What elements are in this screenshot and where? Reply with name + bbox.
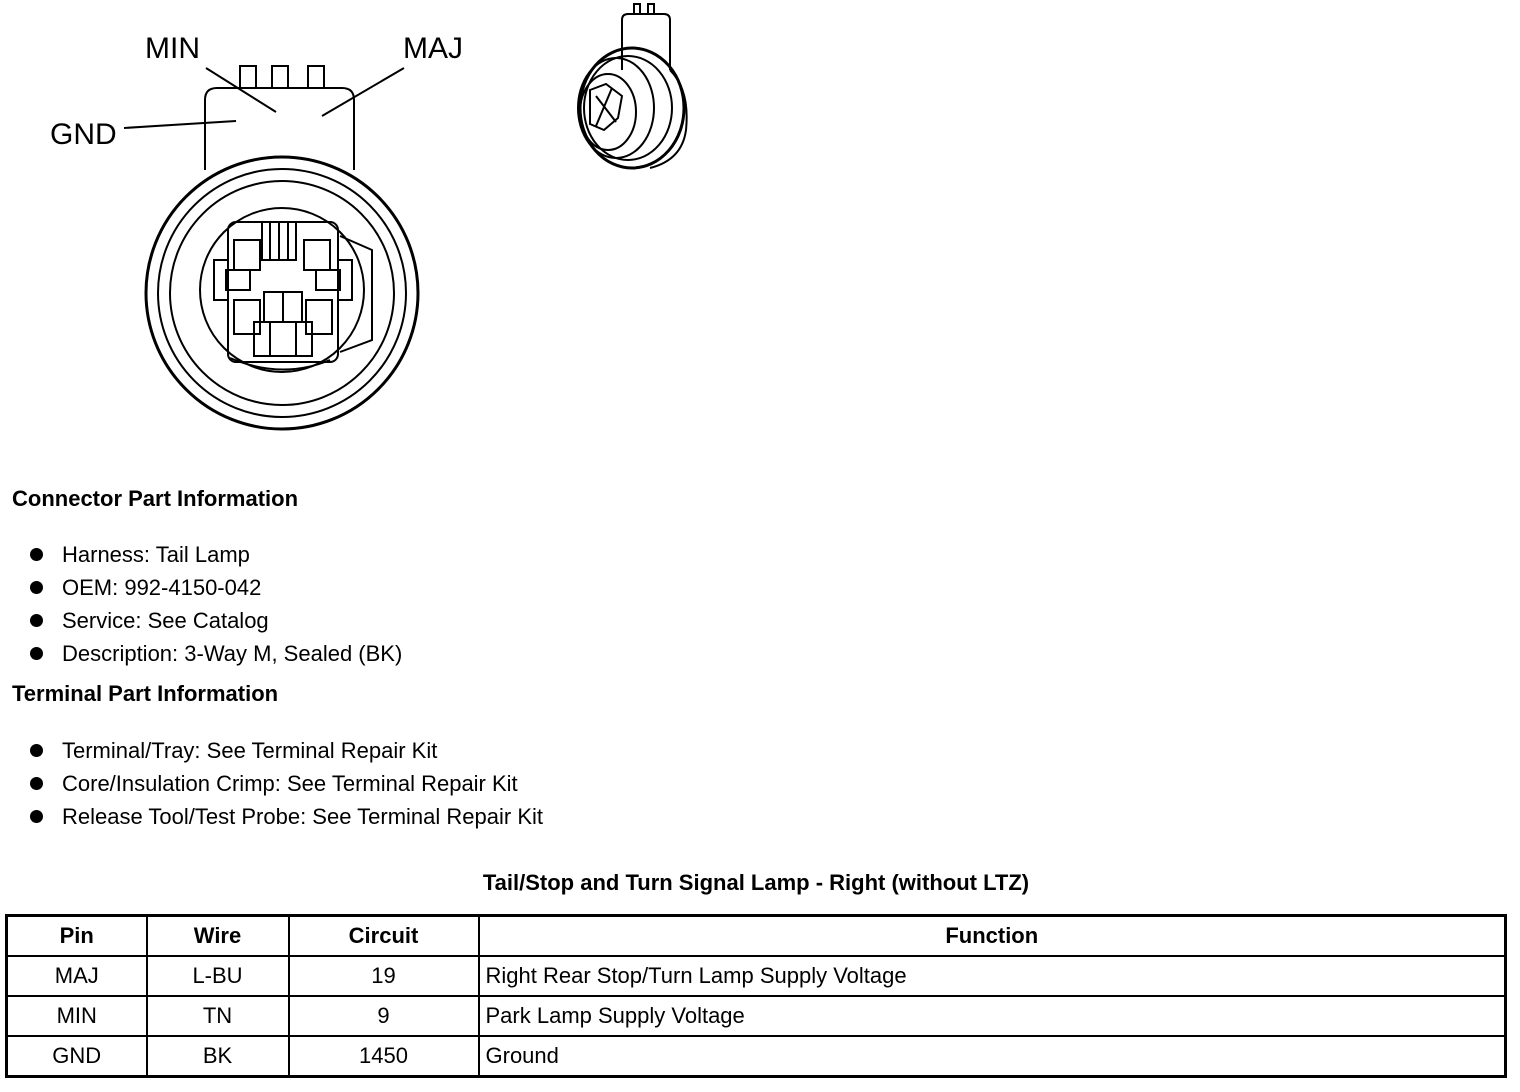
cell-circuit: 19 [289, 956, 479, 996]
list-item: Service: See Catalog [30, 604, 402, 637]
pin-table [5, 914, 1507, 1078]
table-header-row [7, 916, 1506, 957]
cell-pin: MAJ [7, 956, 147, 996]
cell-function: Ground [479, 1036, 1506, 1077]
list-item: Core/Insulation Crimp: See Terminal Repair Kit [30, 767, 543, 800]
terminal-info-heading: Terminal Part Information [12, 681, 279, 706]
header-pin: Pin [7, 916, 147, 957]
header-function: Function [479, 916, 1506, 957]
cell-pin: MIN [7, 996, 147, 1036]
table-row [7, 996, 1506, 1036]
cell-circuit: 9 [289, 996, 479, 1036]
cell-pin: GND [7, 1036, 147, 1077]
cell-function: Park Lamp Supply Voltage [479, 996, 1506, 1036]
connector-info-heading: Connector Part Information [12, 486, 299, 511]
terminal-info-list [30, 734, 543, 833]
label-maj: MAJ [403, 32, 463, 65]
list-item: Terminal/Tray: See Terminal Repair Kit [30, 734, 543, 767]
list-item: Release Tool/Test Probe: See Terminal Repair Kit [30, 800, 543, 833]
table-row [7, 1036, 1506, 1077]
connector-info-list [30, 538, 402, 670]
cell-wire: L-BU [147, 956, 289, 996]
list-item: Description: 3-Way M, Sealed (BK) [30, 637, 402, 670]
cell-circuit: 1450 [289, 1036, 479, 1077]
list-item: Harness: Tail Lamp [30, 538, 402, 571]
label-min: MIN [145, 32, 200, 65]
table-row [7, 956, 1506, 996]
header-wire: Wire [147, 916, 289, 957]
cell-function: Right Rear Stop/Turn Lamp Supply Voltage [479, 956, 1506, 996]
connector-diagram [0, 0, 720, 440]
label-gnd: GND [50, 118, 117, 151]
cell-wire: TN [147, 996, 289, 1036]
pin-table-title: Tail/Stop and Turn Signal Lamp - Right (without LTZ) [482, 870, 1030, 895]
header-circuit: Circuit [289, 916, 479, 957]
cell-wire: BK [147, 1036, 289, 1077]
list-item: OEM: 992-4150-042 [30, 571, 402, 604]
